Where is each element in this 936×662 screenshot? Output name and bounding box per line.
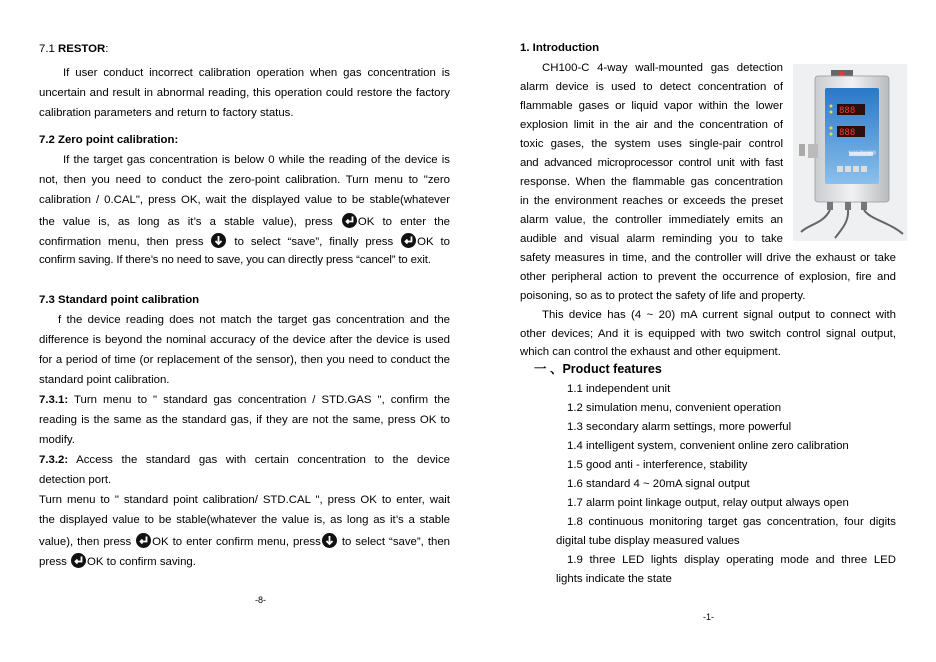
feature-item: 1.7 alarm point linkage output, relay output always open	[567, 497, 849, 509]
intro-line-7: response. When the flammable gas concentration	[520, 176, 783, 188]
svg-text:888: 888	[839, 106, 856, 116]
intro-line-3: flammable gases or liquid vapor within the lower	[520, 100, 783, 112]
intro-line-1: CH100-C 4-way wall-mounted gas detection	[542, 62, 783, 74]
s71-line-1: If user conduct incorrect calibration operation when gas concentration is	[63, 67, 450, 79]
intro-full-line-1: safety measures in time, and the controller will drive the exhaust or take	[520, 252, 896, 264]
feature-item: 1.4 intelligent system, convenient online zero calibration	[567, 440, 849, 452]
intro-full-line-2: other peripheral action to prevent the occurrence of explosion, fire and	[520, 271, 896, 283]
enter-key-icon	[401, 233, 416, 248]
section-7-3-heading: 7.3 Standard point calibration	[39, 294, 200, 306]
s72-line-3: calibration / 0.CAL", press OK, wait the displayed value to be stable(whatever	[39, 194, 450, 206]
page-number-right: -1-	[703, 612, 714, 622]
feature-item: 1.5 good anti - interference, stability	[567, 459, 748, 471]
feature-item: 1.1 independent unit	[567, 383, 671, 395]
down-arrow-key-icon	[322, 533, 337, 548]
section-7-1-heading: 7.1 RESTOR:	[39, 43, 109, 55]
device-photo	[793, 64, 907, 241]
intro-line-2: alarm device is used to detect concentration of	[520, 81, 783, 93]
page-number-left: -8-	[255, 595, 266, 605]
intro-p2-line-1: This device has (4 ~ 20) mA current signal output to connect with	[542, 309, 896, 321]
feature-item-1-9-b: lights indicate the state	[556, 573, 672, 585]
s732-line-2: detection port.	[39, 474, 112, 486]
svg-text:888: 888	[839, 128, 856, 138]
feature-item-1-9-a: 1.9 three LED lights display operating mode and three LED	[567, 554, 896, 566]
s72-line-6: confirm saving. If there’s no need to save, you can directly press “cancel” to exit.	[39, 254, 431, 266]
s732-line-6: press OK to confirm saving.	[39, 553, 450, 569]
intro-line-8: in the environment reaches or exceeds the preset	[520, 195, 783, 207]
intro-line-5: toxic gases, the system uses single-pair control	[520, 138, 783, 150]
introduction-heading: 1. Introduction	[520, 42, 600, 54]
s731-line-1: 7.3.1: Turn menu to " standard gas concentration / STD.GAS ", confirm the	[39, 394, 450, 406]
s73-line-4: standard point calibration.	[39, 374, 170, 386]
down-arrow-key-icon	[211, 233, 226, 248]
s71-line-3: calibration parameters and return to factory status.	[39, 107, 294, 119]
intro-line-10: audible and visual alarm reminding you to take	[520, 233, 783, 245]
s73-line-2: difference is beyond the nominal accuracy of the device after the device is used	[39, 334, 450, 346]
intro-line-6: and advanced microprocessor control unit with fast	[520, 157, 783, 169]
s732-line-4: the displayed value to be stable(whatever the value is, as long as it’s a stable	[39, 514, 450, 526]
s72-line-4: the value is, as long as it’s a stable value), press OK to enter the	[39, 213, 450, 229]
s732-line-1: 7.3.2: Access the standard gas with certain concentration to the device	[39, 454, 450, 466]
feature-item-1-8-b: digital tube display measured values	[556, 535, 740, 547]
device-panel-label: 气体报警控制器	[848, 150, 876, 155]
intro-line-9: alarm value, the controller immediately emits an	[520, 214, 783, 226]
intro-p2-line-2: other devices; And it is equipped with two switch control signal output,	[520, 328, 896, 340]
s732-line-5: value), then press OK to enter confirm menu, press to select “save”, then	[39, 533, 450, 549]
section-7-2-heading: 7.2 Zero point calibration:	[39, 134, 179, 146]
enter-key-icon	[342, 213, 357, 228]
s73-line-3: for a period of time (or replacement of the sensor), then you need to conduct the	[39, 354, 450, 366]
intro-full-line-3: poisoning, so as to protect the safety of life and property.	[520, 290, 806, 302]
enter-key-icon	[71, 553, 86, 568]
feature-item: 1.2 simulation menu, convenient operation	[567, 402, 782, 414]
s72-line-1: If the target gas concentration is below 0 while the reading of the device is	[63, 154, 450, 166]
feature-item: 1.6 standard 4 ~ 20mA signal output	[567, 478, 750, 490]
s732-line-3: Turn menu to " standard point calibration/ STD.CAL ", press OK to enter, wait	[39, 494, 450, 506]
s72-line-5: confirmation menu, then press to select “save”, finally press OK to	[39, 233, 450, 249]
s71-line-2: uncertain and result in abnormal reading, this operation could restore the factory	[39, 87, 450, 99]
enter-key-icon	[136, 533, 151, 548]
s73-line-1: f the device reading does not match the target gas concentration and the	[58, 314, 450, 326]
intro-line-4: explosion limit in the air and the concentration of	[520, 119, 783, 131]
s731-line-2: reading is the same as the standard gas, if they are not the same, press OK to	[39, 414, 450, 426]
product-features-heading: 一 、Product features	[534, 362, 662, 376]
s731-line-3: modify.	[39, 434, 75, 446]
feature-item-1-8-a: 1.8 continuous monitoring target gas concentration, four digits	[567, 516, 896, 528]
feature-item: 1.3 secondary alarm settings, more powerful	[567, 421, 792, 433]
intro-p2-line-3: which can control the exhaust and other equipment.	[520, 346, 781, 358]
s72-line-2: not, then you need to conduct the zero-point calibration. Turn menu to "zero	[39, 174, 450, 186]
